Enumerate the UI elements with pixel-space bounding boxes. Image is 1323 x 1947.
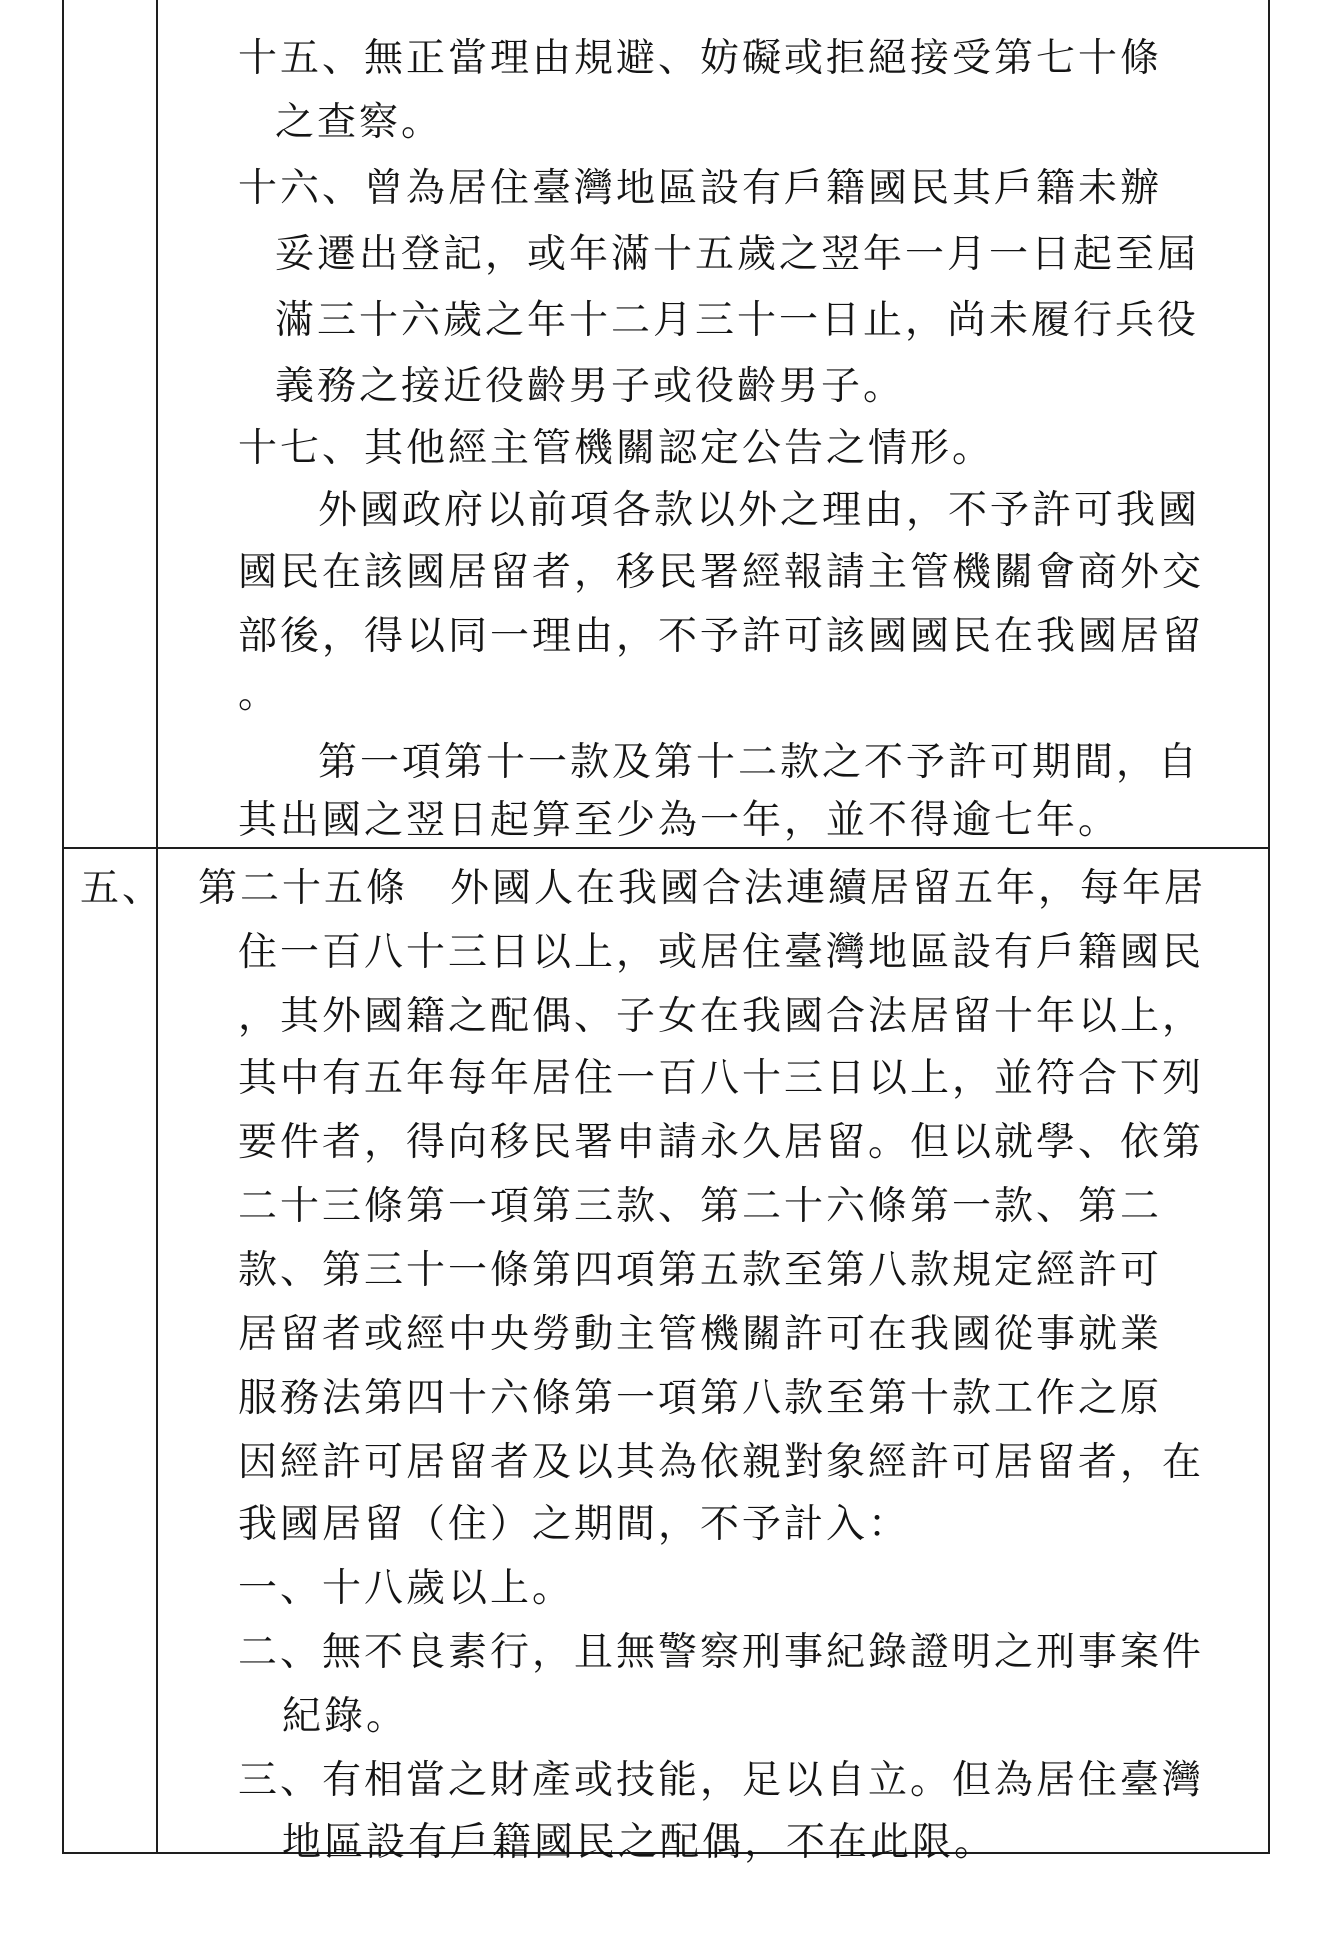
text-line: 二、無不良素行，且無警察刑事紀錄證明之刑事案件 — [238, 1630, 1205, 1675]
column-divider — [156, 0, 158, 1852]
text-line: 妥遷出登記，或年滿十五歲之翌年一月一日起至屆 — [275, 232, 1200, 277]
article-heading-line: 第二十五條 外國人在我國合法連續居留五年，每年居 — [198, 866, 1207, 911]
text-line: 滿三十六歲之年十二月三十一日止，尚未履行兵役 — [275, 298, 1200, 343]
text-line: 其出國之翌日起算至少為一年，並不得逾七年。 — [238, 798, 1121, 843]
text-line: 因經許可居留者及以其為依親對象經許可居留者，在 — [238, 1440, 1205, 1485]
text-line: 二十三條第一項第三款、第二十六條第一款、第二 — [238, 1184, 1163, 1229]
text-line: 外國政府以前項各款以外之理由，不予許可我國 — [318, 488, 1201, 533]
text-line: 居留者或經中央勞動主管機關許可在我國從事就業 — [238, 1312, 1163, 1357]
text-line: 義務之接近役齡男子或役齡男子。 — [275, 364, 906, 409]
text-line: 十六、曾為居住臺灣地區設有戶籍國民其戶籍未辦 — [238, 166, 1163, 211]
text-line: 服務法第四十六條第一項第八款至第十款工作之原 — [238, 1376, 1163, 1421]
item-number: 五、 — [80, 866, 165, 911]
text-line: 。 — [238, 672, 281, 717]
text-line: 第一項第十一款及第十二款之不予許可期間，自 — [318, 740, 1201, 785]
text-line: 我國居留（住）之期間，不予計入： — [238, 1502, 911, 1547]
text-line: 款、第三十一條第四項第五款至第八款規定經許可 — [238, 1248, 1163, 1293]
text-line: 國民在該國居留者，移民署經報請主管機關會商外交 — [238, 550, 1205, 595]
text-line: 一、十八歲以上。 — [238, 1566, 575, 1611]
text-line: 之查察。 — [275, 100, 444, 145]
text-line: 十五、無正當理由規避、妨礙或拒絕接受第七十條 — [238, 36, 1163, 81]
text-line: 三、有相當之財產或技能，足以自立。但為居住臺灣 — [238, 1758, 1205, 1803]
text-line: ，其外國籍之配偶、子女在我國合法居留十年以上， — [238, 994, 1205, 1039]
text-line: 部後，得以同一理由，不予許可該國國民在我國居留 — [238, 614, 1205, 659]
text-line: 住一百八十三日以上，或居住臺灣地區設有戶籍國民 — [238, 930, 1205, 975]
row-divider — [64, 847, 1268, 849]
text-line: 其中有五年每年居住一百八十三日以上，並符合下列 — [238, 1056, 1205, 1101]
text-line: 地區設有戶籍國民之配偶，不在此限。 — [282, 1820, 997, 1865]
text-line: 紀錄。 — [282, 1694, 409, 1739]
text-line: 十七、其他經主管機關認定公告之情形。 — [238, 426, 995, 471]
text-line: 要件者，得向移民署申請永久居留。但以就學、依第 — [238, 1120, 1205, 1165]
